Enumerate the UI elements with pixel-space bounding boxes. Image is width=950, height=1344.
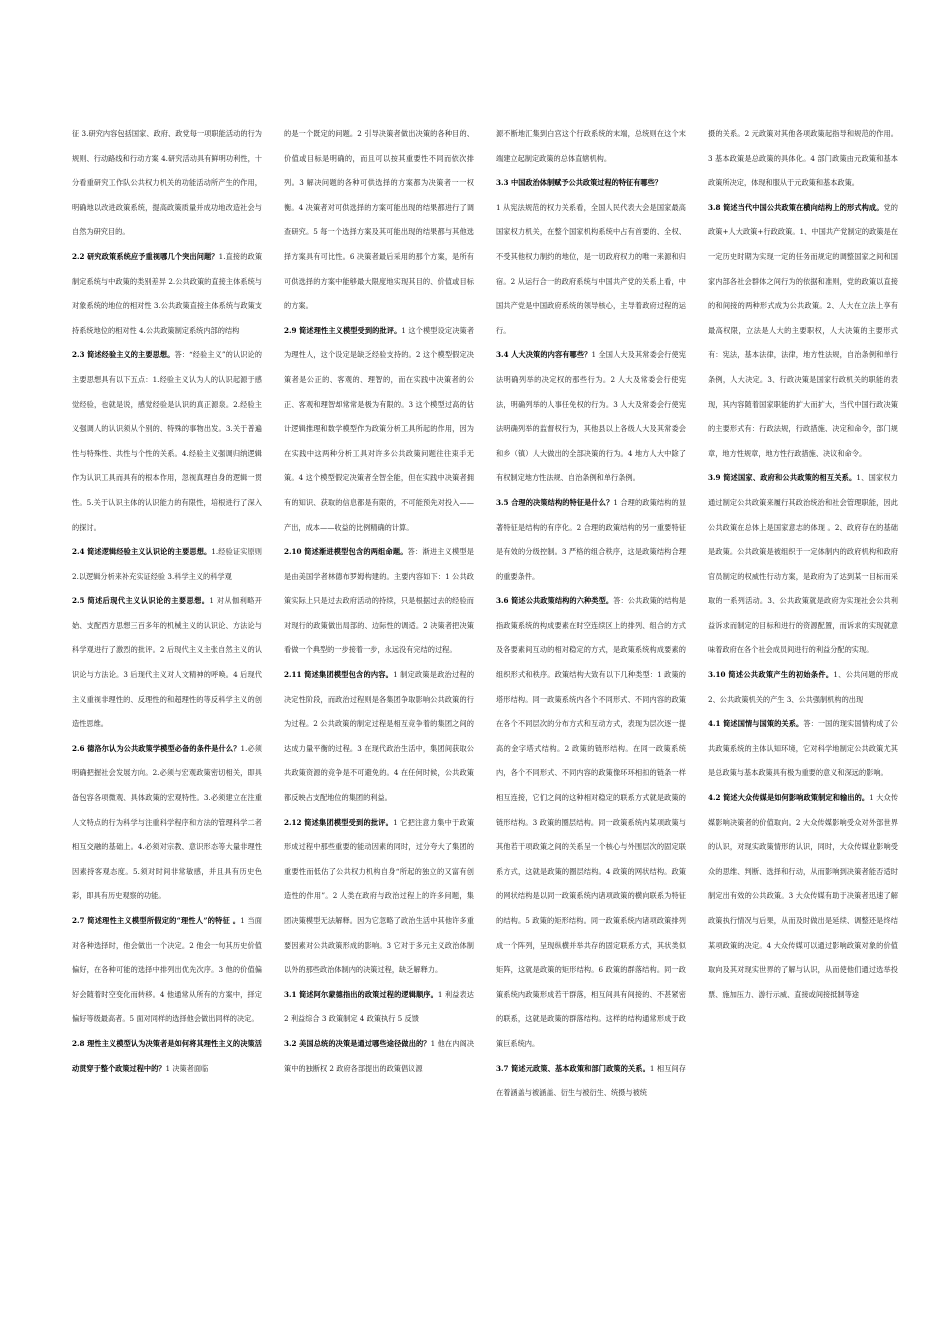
answer-text: 1 他在内阁决策中的独断权 2 政府各部提出的政策倡议源 xyxy=(284,1038,474,1073)
answer-text: 1 大众传媒影响决策者的价值取向。2 大众传媒影响受众对外部世界的认识，对现实政策情形的认识，同时，大众传媒业影响受众的思维、判断、选择和行动，从而影响到决策者能否适时制定出有效的公共政策。3 大众传媒有助于决策者迅速了解政策执行情况与后果，从而及时做出是延续、调整还是终结某项政策的决定。4 大众传媒可以通过影响政策对象的价值取向及其对现实世界的了解与认识，从而使他们通过选举投票、施加压力、游行示威、直接或间接抵制等途 xyxy=(708,793,898,999)
answer-text: 1.经验证实原则 2.以逻辑分析来补充实证经验 3.科学主义的科学观 xyxy=(72,547,262,581)
paragraph xyxy=(284,1032,474,1081)
paragraph xyxy=(72,737,262,909)
question-heading: 3.8 简述当代中国公共政策在横向结构上的形式构成。 xyxy=(708,202,884,212)
paragraph xyxy=(496,491,686,589)
paragraph xyxy=(72,1032,262,1081)
document-page xyxy=(72,122,902,1332)
paragraph xyxy=(496,171,686,196)
paragraph xyxy=(708,712,898,786)
paragraph xyxy=(496,122,686,171)
question-heading: 2.9 简述理性主义模型受到的批评。 xyxy=(284,325,402,335)
question-heading: 2.6 德洛尔认为公共政策学模型必备的条件是什么？ xyxy=(72,743,241,753)
paragraph xyxy=(284,319,474,540)
paragraph xyxy=(284,983,474,1032)
paragraph xyxy=(284,540,474,663)
answer-text: 1 这个模型设定决策者为理性人，这个设定是缺乏经验支持的。2 这个模型假定决策者是公正的、客观的、理智的，而在实践中决策者的公正、客观和理智却常常是极为有限的。3 这个模型过高的估计逻辑推理和数学模型作为政策分析工具所起的作用，因为在实践中这两种分析工具对许多公共政策问题往往束手无策。4 这个模型假定决策者全智全能，但在实践中决策者拥有的知识、获取的信息都是有限的，不可能预先对投入——产出，成本——收益的比例精确的计算。 xyxy=(284,325,474,532)
paragraph xyxy=(284,663,474,811)
answer-text: 的是一个既定的问题。2 引导决策者做出决策的各种目的、价值或目标是明确的，而且可以按其重要性不同而依次排列。3 解决问题的各种可供选择的方案都为决策者一一权衡。4 决策者对可供选择的方案可能出现的结果都进行了调查研究。5 每一个选择方案及其可能出现的结果都与其他选择方案具有可比性。6 决策者最后采用的那个方案，是所有可供选择的方案中能够最大限度地实现其目的、价值或目标的方案。 xyxy=(284,129,474,311)
answer-text: 1 相互间存在着涵盖与被涵盖、衍生与被衍生、统摄与被统 xyxy=(496,1063,686,1098)
question-heading: 3.3 中国政治体制赋予公共政策过程的特征有哪些？ xyxy=(496,178,662,188)
paragraph xyxy=(72,343,262,540)
answer-text: 1、公共问题的形成 2、公共政策机关的产生 3、公共强制机构的出现 xyxy=(708,670,898,704)
question-heading: 2.7 简述理性主义模型所假定的“理性人”的特征 。 xyxy=(72,916,241,925)
question-heading: 2.8 理性主义模型认为决策者是如何将其理性主义的决策活动贯穿于整个政策过程中的？ xyxy=(72,1038,262,1073)
question-heading: 2.12 简述集团模型受到的批评。 xyxy=(284,817,394,827)
paragraph xyxy=(708,786,898,1007)
question-heading: 2.4 简述逻辑经验主义认识论的主要思想。 xyxy=(72,547,212,557)
question-heading: 2.3 简述经验主义的主要思想。 xyxy=(72,350,175,360)
paragraph xyxy=(72,589,262,737)
answer-text: 答：公共政策的结构是指政策系统的构成要素在时空连续区上的排列、组合的方式及各要素间互动的相对稳定的方式，是政策系统构成要素的组织形式和秩序。政策结构大致有以下几种类型：1 政策的塔形结构。同一政策系统内各个不同形式、不同内容的政策在各个不同层次的分布方式和互动方式，表现为层次逐一提高的金字塔式结构。2 政策的链形结构。在同一政策系统内，各个不同形式、不同内容的政策像环环相扣的链条一样相互连接，它们之间的这种相对稳定的联系方式就是政策的链形结构。3 政策的圈层结构。同一政策系统内某项政策与其他若干项政策之间的关系呈一个核心与外围层次的固定联系方式，这就是政策的圈层结构。4 政策的网状结构。政策的网状结构是以同一政策系统内诸项政策的横向联系为特征的结构。5 政策的矩形结构。同一政策系统内诸项政策排列成一个阵列，呈现纵横并举共存的固定联系方式，其状类似矩阵，这就是政策的矩形结构。6 政策的群落结构。同一政策系统内政策形成若干群落，相互间具有间接的、不甚紧密的联系，这就是政策的群落结构。这样的结构通常形成于政策巨系统内。 xyxy=(496,596,686,1048)
paragraph xyxy=(496,196,686,344)
question-heading: 2.2 研究政策系统应予重视哪几个突出问题？ xyxy=(72,251,219,261)
answer-text: 源不断地汇集到白宫这个行政系统的末端，总统则在这个末端建立起制定政策的总体直辖机构。 xyxy=(496,129,686,163)
answer-text: 1 从宪法规范的权力关系看，全国人民代表大会是国家最高国家权力机关，在整个国家机构系统中占有首要的、全权、不受其他权力制约的地位，是一切政府权力的唯一来源和归宿。2 从运行合一的政府系统与中国共产党的关系上看，中国共产党是中国政府系统的领导核心，主导着政府过程的运行。 xyxy=(496,202,686,335)
question-heading: 4.2 简述大众传媒是如何影响政策制定和输出的。 xyxy=(708,793,870,803)
answer-text: 1 利益表达 2 利益综合 3 政策制定 4 政策执行 5 反馈 xyxy=(284,989,474,1024)
question-heading: 3.2 美国总统的决策是通过哪些途径做出的？ xyxy=(284,1038,431,1048)
paragraph xyxy=(72,122,262,245)
question-heading: 3.10 简述公共政策产生的初始条件。 xyxy=(708,670,834,680)
answer-text: 1 当面对各种选择时，他会做出一个决定。2 他会一句其历史价值偏好，在各种可能的选择中排列出优先次序。3 他的价值偏好会随着时空变化而转移。4 他通常从所有的方案中，择定偏好等级最高者。5 面对同样的选择他会做出同样的决定。 xyxy=(72,916,262,1024)
paragraph xyxy=(708,196,898,467)
answer-text: 答：渐进主义模型是是由美国学者林德布罗姆构建的。主要内容如下：1 公共政策实际上只是过去政府活动的持续，只是根据过去的经验而对现行的政策做出局部的、边际性的调适。2 决策者把决策看做一个典型的一步接着一步，永远没有完结的过程。 xyxy=(284,547,474,655)
question-heading: 2.11 简述集团模型包含的内容。 xyxy=(284,670,394,680)
text-column-2 xyxy=(284,122,474,1332)
answer-text: 1 决策者面临 xyxy=(165,1063,209,1073)
answer-text: 征 3.研究内容包括国家、政府、政党每一项职能活动的行为规则、行动路线和行动方案 4.研究活动具有鲜明功利性，十分看重研究工作队公共权力机关的功能活动所产生的作用，明确地以改进政策系统，提高政策质量并成功地改造社会与自然为研究目的。 xyxy=(72,129,262,237)
question-heading: 2.10 简述渐进模型包含的两组命题。 xyxy=(284,547,408,557)
answer-text: 1.必须明确把握社会发展方向。2.必须与宏观政策密切相关，即具备包容各项微观、具体政策的宏观特性。3.必须建立在注重人文特点的行为科学与注重科学程序和方法的管理科学二者相互交融的基础上。4.必须对宗教、意识形态等大量非理性因素持客观态度。5.须对时间非常敏感，并且具有历史色彩，即具有历史观察的功能。 xyxy=(72,743,262,901)
paragraph xyxy=(72,909,262,1032)
answer-text: 1 制定政策是政治过程的决定性阶段，而政治过程则是各集团争取影响公共政策的行为过程。2 公共政策的制定过程是相互竞争着的集团之间的达成力量平衡的过程。3 在现代政治生活中，集团间获取公共政策资源的竞争是不可避免的。4 在任何时候，公共政策都反映占支配地位的集团的利益。 xyxy=(284,670,474,803)
paragraph xyxy=(496,343,686,491)
paragraph xyxy=(496,589,686,1056)
text-column-1 xyxy=(72,122,262,1332)
paragraph xyxy=(284,122,474,319)
question-heading: 3.6 简述公共政策结构的六种类型。 xyxy=(496,596,614,606)
question-heading: 2.5 简述后现代主义认识论的主要思想。 xyxy=(72,596,210,606)
answer-text: 1 合理的政策结构的显著特征是结构的有序化。2 合理的政策结构的另一重要特征是有效的分级控制。3 严格的组合秩序，这是政策结构合理的重要条件。 xyxy=(496,497,686,581)
paragraph xyxy=(708,466,898,663)
answer-text: 党的政策+人大政策+行政政策。1、中国共产党制定的政策是在一定历史时期为实现一定的任务而规定的调整国家之间和国家内部各社会群体之间行为的依据和准则，党的政策以直接的和间接的两种形式成为公共政策。2、人大在立法上享有最高权限，立法是人大的主要职权，人大决策的主要形式有：宪法，基本法律，法律，地方性法规，自治条例和单行条例，人大决定。3、行政决策是国家行政机关的职能的表现，其内容随着国家职能的扩大而扩大，当代中国行政决策的主要形式有：行政法规，行政措施、决定和命令，部门规章，地方性规章，地方性行政措施、决议和命令。 xyxy=(708,202,898,458)
text-column-4 xyxy=(708,122,898,1332)
answer-text: 1 它把注意力集中于政策形成过程中那些重要的能动因素的同时，过分夸大了集团的重要性而低估了公共权力机构自身“所起的独立的又富有创造性的作用”。2 人类在政府与政治过程上的许多问题，集团决策模型无法解释。因为它忽略了政治生活中其他许多重要因素对公共政策形成的影响。3 它对于多元主义政治体制以外的那些政治体制内的决策过程，缺乏解释力。 xyxy=(284,817,474,975)
answer-text: 摄的关系。2 元政策对其他各项政策起指导和规范的作用。3 基本政策是总政策的具体化。4 部门政策由元政策和基本政策所决定，体现和服从于元政策和基本政策。 xyxy=(708,129,898,188)
paragraph xyxy=(72,540,262,589)
question-heading: 3.4 人大决策的内容有哪些？ xyxy=(496,350,592,360)
text-column-3 xyxy=(496,122,686,1332)
answer-text: 答：“经验主义”的认识论的主要思想具有以下五点：1.经验主义认为人的认识起源于感觉经验，也就是说，感觉经验是认识的真正源泉。2.经验主义强调人的认识须从个别的、特殊的事物出发。3.关于普遍性与特殊性、共性与个性的关系。4.经验主义强调归纳逻辑作为认识工具而具有的根本作用，忽视真理自身的逻辑一贯性。5.关于认识主体的认识能力的有限性，培根进行了深入的探讨。 xyxy=(72,350,262,532)
answer-text: 1 对从伽利略开始、支配西方思想三百多年的机械主义的认识论、方法论与科学观进行了激烈的批评。2 后现代主义主张自然主义的认识论与方法论。3 后现代主义对人文精神的呼唤。4 后现代主义重视非理性的、反理性的和超理性的等反科学主义的创造性思维。 xyxy=(72,596,262,729)
answer-text: 1.直接的政策制定系统与中政策的类别差异 2.公共政策的直接主体系统与对象系统的地位的相对性 3.公共政策直接主体系统与政策支持系统地位的相对性 4.公共政策制定系统内部的结构 xyxy=(72,251,262,335)
question-heading: 3.1 简述阿尔蒙德指出的政策过程的逻辑顺序。 xyxy=(284,989,438,999)
paragraph xyxy=(284,811,474,983)
answer-text: 1、国家权力通过制定公共政策来履行其政治统治和社会管理职能，因此公共政策在总体上是国家意志的体现 。2、政府存在的基础是政策。公共政策是被组织于一定体制内的政府机构和政府官员制定的权威性行动方案，是政府为了达到某一目标而采取的一系列活动。3、公共政策就是政府为实现社会公共利益诉求而制定的目标和进行的资源配置，而诉求的实现就意味着政府在各个社会成员间进行的利益分配的实现。 xyxy=(708,473,898,655)
paragraph xyxy=(496,1057,686,1106)
question-heading: 4.1 简述国情与国策的关系。 xyxy=(708,719,804,729)
paragraph xyxy=(708,122,898,196)
paragraph xyxy=(708,663,898,712)
question-heading: 3.7 简述元政策、基本政策和部门政策的关系。 xyxy=(496,1063,650,1073)
question-heading: 3.5 合理的决策结构的特征是什么？ xyxy=(496,497,614,507)
answer-text: 1 全国人大及其常委会行使宪法明确列举的决定权的那些行为。2 人大及常委会行使宪法，明确列举的人事任免权的行为。3 人大及常委会行使宪法明确列举的监督权行为，其他县以上各级人大及其常委会和乡（镇）人大做出的全部决策的行为。4 地方人大中除了有权制定地方性法规、自治条例和单行条例。 xyxy=(496,350,686,483)
answer-text: 答：一国的现实国情构成了公共政策系统的主体认知环境，它对科学地制定公共政策尤其是总政策与基本政策具有极为重要的意义和深远的影响。 xyxy=(708,719,898,778)
paragraph xyxy=(72,245,262,343)
question-heading: 3.9 简述国家、政府和公共政策的相互关系。 xyxy=(708,473,857,483)
